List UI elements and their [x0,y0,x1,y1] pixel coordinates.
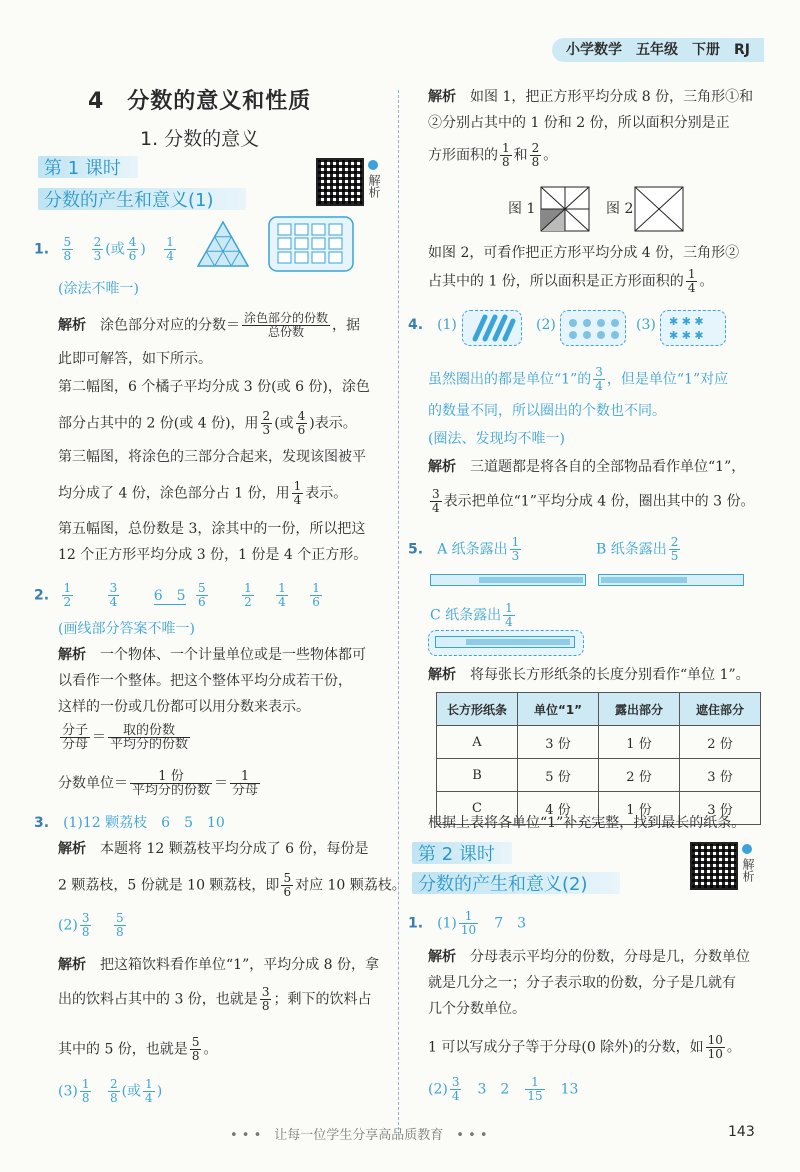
q4-figure-2 [560,310,626,346]
q1-line: 12 个正方形平均分成 3 份，1 份是 4 个正方形。 [58,547,368,563]
play-icon [742,844,752,854]
q4-line: 的数量不同，所以圈出的个数也不同。 [428,403,666,419]
table-row: C 4 份 1 份 3 份 [437,792,761,825]
play-icon [368,160,378,170]
r-line: 占其中的 1 份，所以面积是正方形面积的 $\frac{1}{4}$ 。 [428,267,714,295]
q3-analysis2: 解析 把这箱饮料看作单位“1”，平均分成 8 份，拿 [58,957,380,973]
q4-analysis: 解析 三道题都是将各自的全部物品看作单位“1”， [428,459,746,475]
fig2-label: 图 2 [606,201,634,217]
q4-line: $\frac{3}{4}$ 表示把单位“1”平均分成 4 份，圈出其中的 3 份。 [432,487,755,515]
q1-line: 部分占其中的 2 份(或 4 份)，用 $\frac{2}{3}$ (或 $\frac{4}{6}$ )表示。 [58,409,357,437]
r-line: ②分别占其中的 1 份和 2 份，所以面积分别是正 [428,115,730,131]
column-divider [398,90,399,1135]
table-row: A 3 份 1 份 2 份 [437,726,761,759]
q4-note: (圈法、发现均不唯一) [428,431,565,447]
table-row: B 5 份 2 份 3 份 [437,759,761,792]
q1-analysis: 解析 涂色部分对应的分数＝ $\frac{\text{涂色部分的份数}}{\text{总份数}}$ ，据 [58,311,361,339]
q2-answers: 2. $\frac{1}{2}$ $\frac{3}{4}$ 6 5 $\frac{5}{6}$ $\frac{1}{2}$ $\frac{1}{4}$ $\frac{1}{6}$ [34,581,320,609]
q2-analysis: 解析 一个物体、一个计量单位或是一些物体都可 [58,647,366,663]
table-header: 露出部分 [599,693,680,726]
q5-b: B 纸条露出 $\frac{2}{5}$ [596,535,679,563]
qr-label: 解析 [367,174,381,198]
figure-1-square [540,186,590,232]
lesson1-name: 第 1 课时 [44,158,121,179]
qr-label: 解析 [741,858,755,882]
q3-line: 2 颗荔枝，5 份就是 10 颗荔枝，即 $\frac{5}{6}$ 对应 10 颗荔枝。 [58,871,406,899]
table-header: 遮住部分 [680,693,761,726]
figure-2-square [634,186,684,232]
q4-line: 虽然圈出的都是单位“1”的 $\frac{3}{4}$ ，但是单位“1”对应 [428,365,729,393]
q1-note: (涂法不唯一) [58,281,139,297]
q5-analysis: 解析 将每张长方形纸条的长度分别看作“单位 1”。 [428,667,750,683]
l2q1-line: 1 可以写成分子等于分母(0 除外)的分数，如 $\frac{10}{10}$ 。 [428,1033,741,1061]
q5-c: C 纸条露出 $\frac{1}{4}$ [430,601,513,629]
lesson2-name: 第 2 课时 [418,844,495,865]
header-tag: 小学数学 五年级 下册 RJ [552,38,764,62]
r-line: 如图 2，可看作把正方形平均分成 4 份，三角形② [428,245,740,261]
q3-line: 其中的 5 份，也就是 $\frac{5}{8}$ 。 [58,1035,218,1063]
q4-option-3: (3) [636,317,656,333]
q3-answer2: (2) $\frac{3}{8}$ $\frac{5}{8}$ [58,911,124,939]
svg-text:✱ ✱ ✱: ✱ ✱ ✱ [669,329,704,342]
l2q1-analysis: 解析 分母表示平均分的份数，分母是几，分数单位 [428,949,750,965]
qr-code[interactable] [690,842,738,890]
section-title: 1. 分数的意义 [140,128,260,150]
lesson2-subtitle: 分数的产生和意义(2) [418,874,588,895]
q3-answer3: (3) $\frac{1}{8}$ $\frac{2}{8}$ (或 $\frac{1}{4}$ ) [58,1077,163,1105]
squares-grid-figure [268,216,354,272]
q1-line: 此即可解答，如下所示。 [58,351,212,367]
q1-line: 第三幅图，将涂色的三部分合起来，发现该图被平 [58,449,366,465]
q2-equation: 分数单位＝ $\frac{\text{1 份}}{\text{平均分的份数}}$ ＝ $\frac{1}{\text{分母}}$ [58,769,259,798]
l2q1-line: 就是几分之一；分子表示取的份数，分子是几就有 [428,975,736,991]
q1-line: 均分成了 4 份，涂色部分占 1 份，用 $\frac{1}{4}$ 表示。 [58,479,348,507]
q3-line: 出的饮料占其中的 3 份，也就是 $\frac{3}{8}$ ；剩下的饮料占 [58,985,372,1013]
l2q1-answer1: 1. (1) $\frac{1}{10}$ 7 3 [408,909,527,937]
chapter-title: 4 分数的意义和性质 [88,89,312,114]
q1-line: 第二幅图，6 个橘子平均分成 3 份(或 6 份)，涂色 [58,379,370,395]
page-number: 143 [728,1124,755,1140]
l2q1-line: 几个分数单位。 [428,1001,526,1017]
q2-line: 以看作一个整体。把这个整体平均分成若干份， [58,673,352,689]
qr-code[interactable] [316,158,364,206]
footer-slogan: • • • 让每一位学生分享高品质教育 • • • [230,1128,488,1143]
strip-b [598,574,744,586]
lesson1-subtitle: 分数的产生和意义(1) [44,190,214,211]
q5-a: 5. A 纸条露出 $\frac{1}{3}$ [408,535,520,563]
q2-line: 这样的一份或几份都可以用分数来表示。 [58,699,310,715]
q5-conclusion: 根据上表将各单位“1”补充完整，找到最长的纸条。 [428,815,746,831]
strip-c [428,630,584,656]
triangle-figure [196,220,250,268]
q4-options: 4. (1) [408,317,457,333]
q2-equation: $\frac{\text{分子}}{\text{分母}}$ ＝ $\frac{\text{取的份数}}{\text{平均分的份数}}$ [62,723,189,752]
q1-answers: 1. $\frac{5}{8}$ $\frac{2}{3}$ (或 $\frac{4}{6}$ ) $\frac{1}{4}$ [34,235,174,263]
r-line: 方形面积的 $\frac{1}{8}$ 和 $\frac{2}{8}$ 。 [428,141,558,169]
q4-option-2: (2) [536,317,556,333]
q3-answer1: 3. (1)12 颗荔枝 6 5 10 [34,815,225,831]
q4-figure-1 [462,310,522,346]
r-analysis: 解析 如图 1，把正方形平均分成 8 份，三角形①和 [428,89,754,105]
table-header: 单位“1” [518,693,599,726]
q4-figure-3 [660,310,726,346]
fig1-label: 图 1 [508,201,536,217]
strip-a [430,574,586,586]
l2q1-answer2: (2) $\frac{3}{4}$ 3 2 $\frac{1}{15}$ 13 [428,1075,579,1103]
q3-analysis: 解析 本题将 12 颗荔枝平均分成了 6 份，每份是 [58,841,369,857]
strip-table [436,692,761,825]
svg-text:✱ ✱ ✱: ✱ ✱ ✱ [669,315,704,328]
q1-line: 第五幅图，总份数是 3，涂其中的一份，所以把这 [58,521,366,537]
q2-note: (画线部分答案不唯一) [58,621,195,637]
table-header: 长方形纸条 [437,693,518,726]
